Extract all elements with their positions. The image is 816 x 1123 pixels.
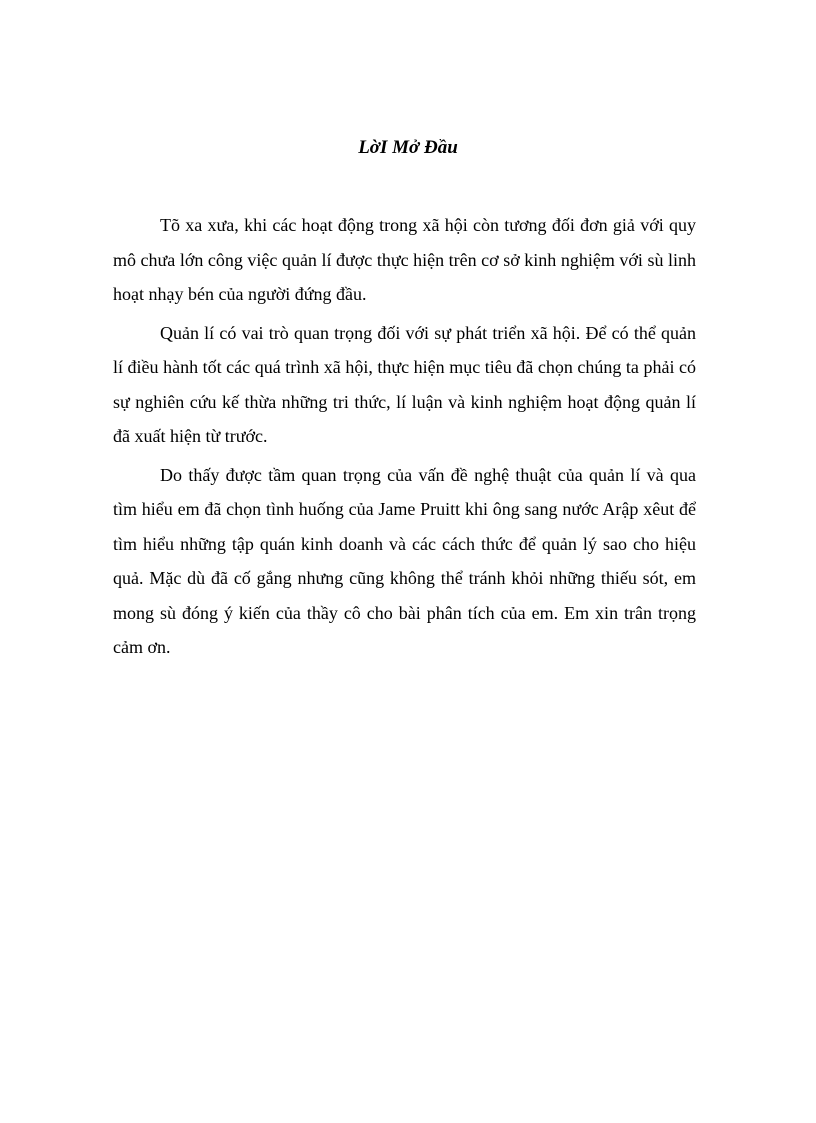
paragraph-intro: Tõ xa xưa, khi các hoạt động trong xã hội còn tương đối đơn giả với quy mô chưa lớn công việc quản lí được thực hiện trên cơ sở kinh nghiệm với sù linh hoạt nhạy bén của người đứng đầu. bbox=[113, 215, 696, 304]
document-title: LờI Mở Đầu bbox=[358, 137, 458, 158]
paragraph-management-role: Quản lí có vai trò quan trọng đối với sự phát triển xã hội. Để có thể quản lí điều hành tốt các quá trình xã hội, thực hiện mục tiêu đã chọn chúng ta phải có sự nghiên cứu kế thừa những tri thức, lí luận và kinh nghiệm hoạt động quản lí đã xuất hiện từ trước. bbox=[113, 322, 696, 446]
paragraph-case-choice: Do thấy được tầm quan trọng của vấn đề nghệ thuật của quản lí và qua tìm hiểu em đã chọn tình huống của Jame Pruitt khi ông sang nước Arập xêut để tìm hiểu những tập quán kinh doanh và các cách thức để quản lý sao cho hiệu quả. Mặc dù đã cố gắng nhưng cũng không thể tránh khỏi những thiếu sót, em mong sù đóng ý kiến của thầy cô cho bài phân tích của em. Em xin trân trọng cảm ơn. bbox=[113, 464, 696, 657]
document-body bbox=[113, 208, 696, 669]
